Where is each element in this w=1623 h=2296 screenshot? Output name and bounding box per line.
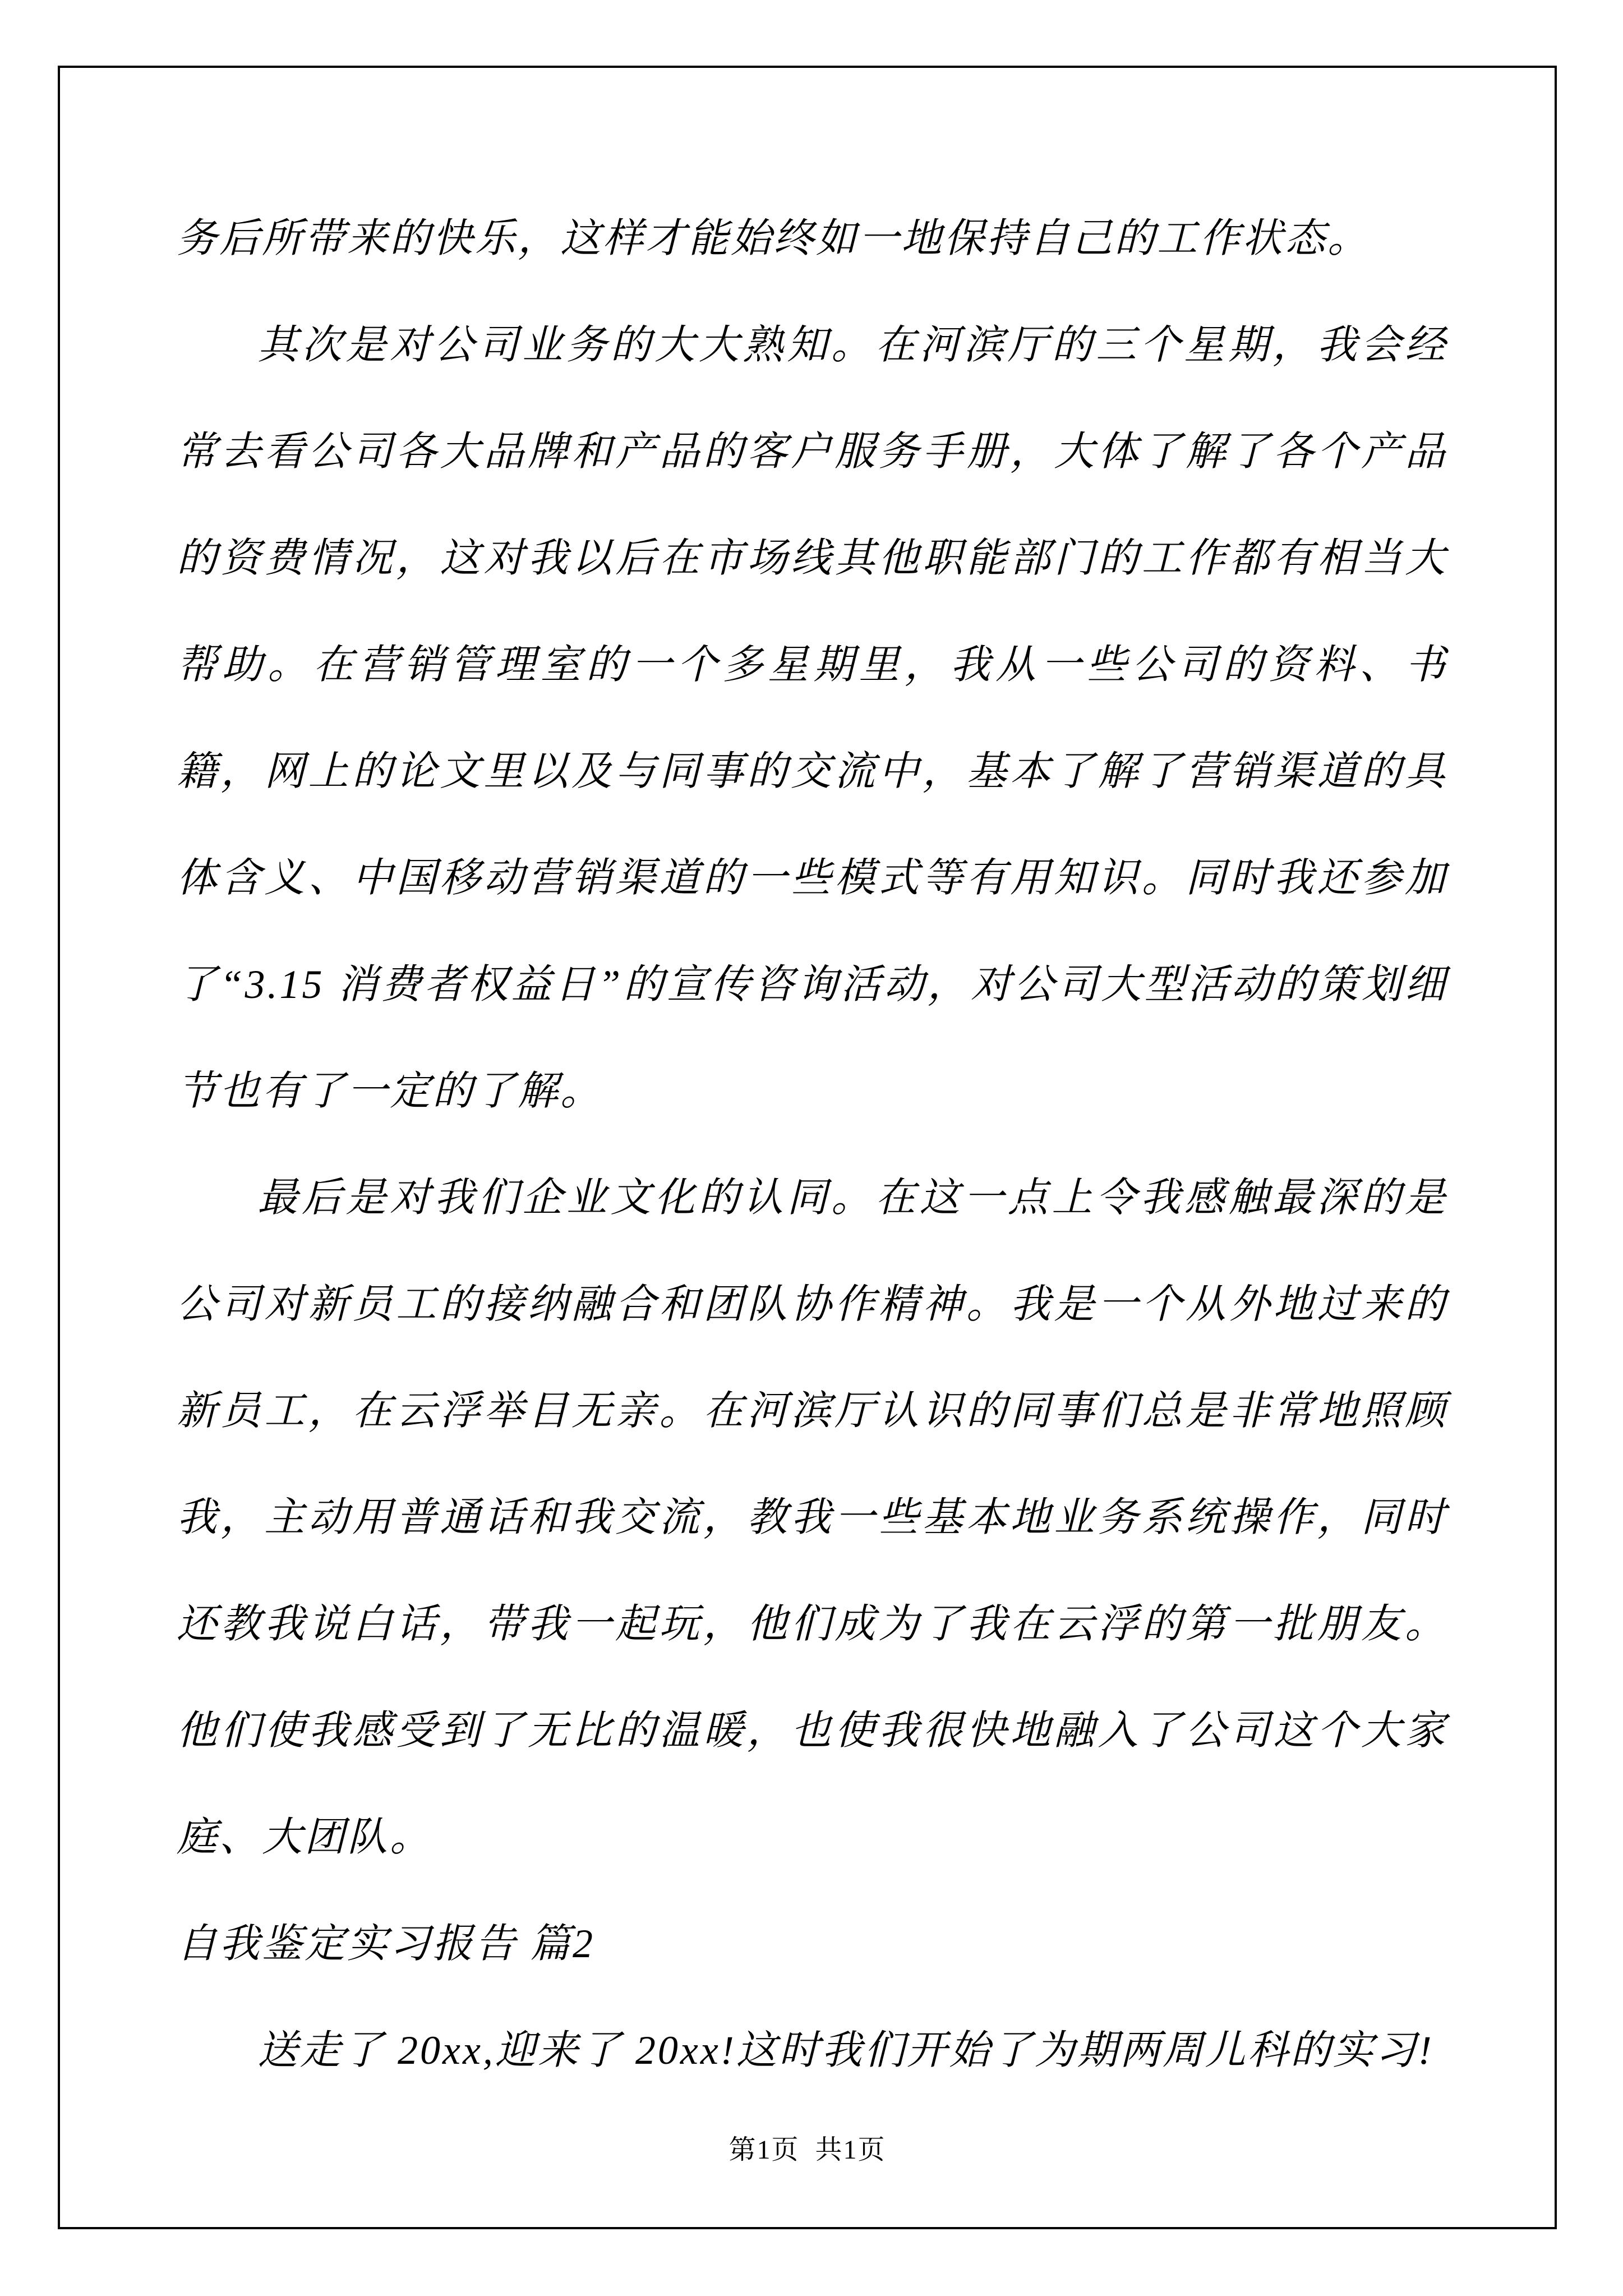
paragraph-continuation: 务后所带来的快乐，这样才能始终如一地保持自己的工作状态。 bbox=[177, 216, 1371, 261]
paragraph-company-business: 其次是对公司业务的大大熟知。在河滨厅的三个星期，我会经常去看公司各大品牌和产品的客户服务手册，大体了解了各个产品的资费情况，这对我以后在市场线其他职能部门的工作都有相当大帮助。在营销管理室的一个多星期里，我从一些公司的资料、书籍，网上的论文里以及与同事的交流中，基本了解了营销渠道的具体含义、中国移动营销渠道的一些模式等有用知识。同时我还参加了“3.15 消费者权益日”的宣传咨询活动，对公司大型活动的策划细节也有了一定的了解。 bbox=[177, 323, 1447, 1114]
section-heading-report-part2: 自我鉴定实习报告 篇2 bbox=[177, 1921, 596, 1966]
document-body bbox=[177, 185, 1447, 2104]
page-number-footer: 第1页 共1页 bbox=[728, 2135, 886, 2165]
paragraph-pediatrics-internship: 送走了 20xx,迎来了 20xx!这时我们开始了为期两周儿科的实习! bbox=[257, 2028, 1434, 2073]
paragraph-corporate-culture: 最后是对我们企业文化的认同。在这一点上令我感触最深的是公司对新员工的接纳融合和团队协作精神。我是一个从外地过来的新员工，在云浮举目无亲。在河滨厅认识的同事们总是非常地照顾我，主动用普通话和我交流，教我一些基本地业务系统操作，同时还教我说白话，带我一起玩，他们成为了我在云浮的第一批朋友。他们使我感受到了无比的温暖，也使我很快地融入了公司这个大家庭、大团队。 bbox=[177, 1175, 1447, 1860]
